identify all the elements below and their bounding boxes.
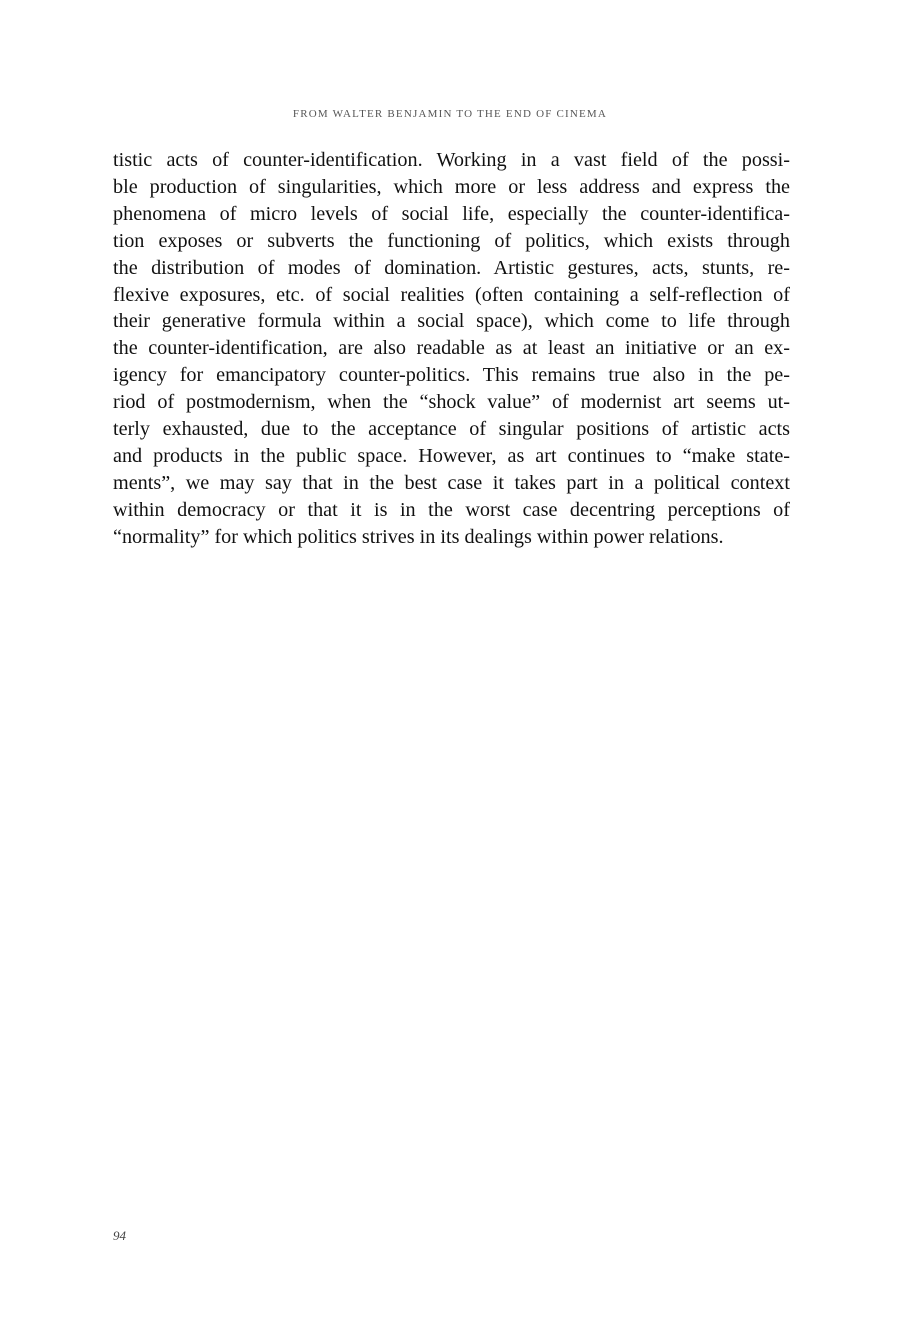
text-line: their generative formula within a social space), which come to life through bbox=[113, 310, 790, 333]
text-line: igency for emancipatory counter-politics. This remains true also in the pe- bbox=[113, 364, 790, 387]
running-head: FROM WALTER BENJAMIN TO THE END OF CINEMA bbox=[292, 108, 608, 120]
text-line: ments”, we may say that in the best case it takes part in a political context bbox=[113, 471, 790, 494]
text-line: phenomena of micro levels of social life, especially the counter-identifica- bbox=[113, 202, 790, 225]
text-line: tion exposes or subverts the functioning of politics, which exists through bbox=[113, 229, 790, 252]
text-line: ble production of singularities, which more or less address and express the bbox=[113, 175, 790, 198]
text-line: “normality” for which politics strives in its dealings within power relations. bbox=[113, 525, 724, 548]
text-line: and products in the public space. However, as art continues to “make state- bbox=[113, 444, 790, 467]
text-line: tistic acts of counter-identification. Working in a vast field of the possi- bbox=[113, 149, 790, 171]
text-line: riod of postmodernism, when the “shock value” of modernist art seems ut- bbox=[113, 391, 790, 414]
text-line: terly exhausted, due to the acceptance of singular positions of artistic acts bbox=[113, 418, 790, 441]
text-line: within democracy or that it is in the worst case decentring perceptions of bbox=[113, 498, 790, 521]
text-line: the counter-identification, are also readable as at least an initiative or an ex- bbox=[113, 337, 790, 360]
text-line: flexive exposures, etc. of social realities (often containing a self-reflection of bbox=[113, 283, 790, 306]
page-number: 94 bbox=[113, 1228, 126, 1243]
body-paragraph bbox=[113, 147, 790, 551]
text-line: the distribution of modes of domination. Artistic gestures, acts, stunts, re- bbox=[113, 256, 790, 279]
